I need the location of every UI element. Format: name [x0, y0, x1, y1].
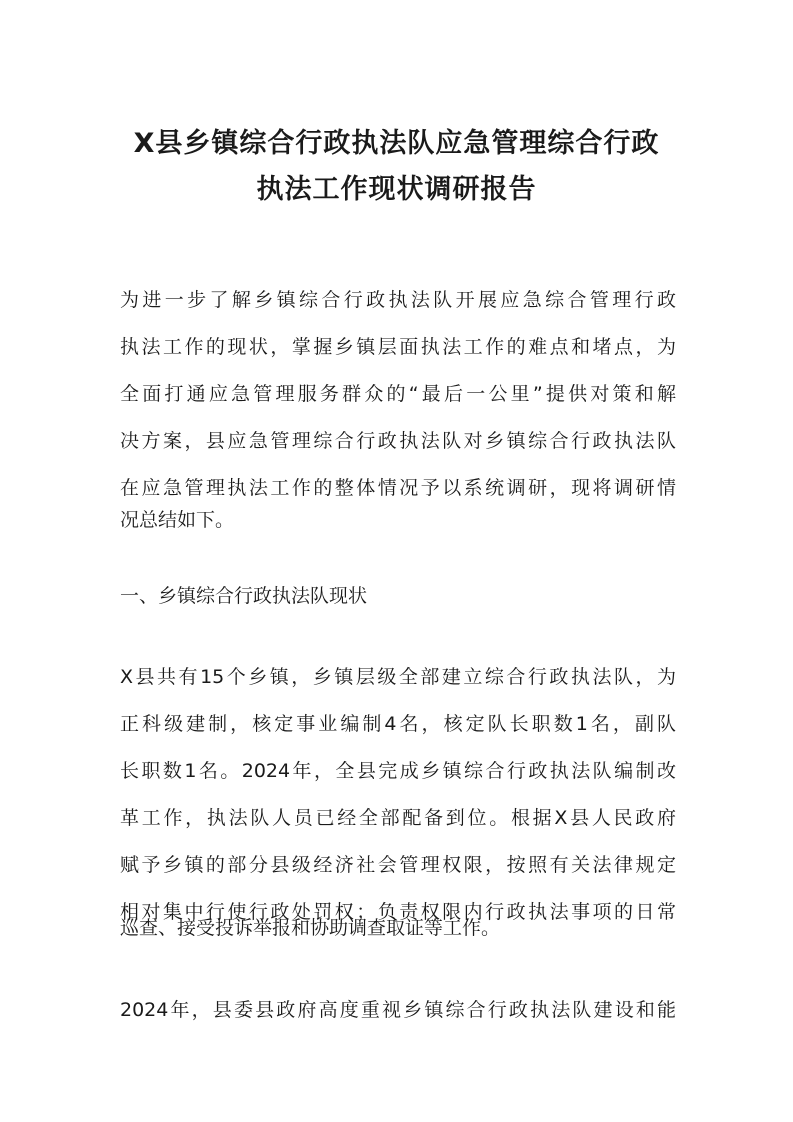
intro-line-1: 为进一步了解乡镇综合行政执法队开展应急综合管理行政 — [120, 289, 676, 311]
section-1-line-6: 相对集中行使行政处罚权；负责权限内行政执法事项的日常 — [120, 901, 676, 923]
section-1-line-3: 长职数1名。2024年，全县完成乡镇综合行政执法队编制改 — [120, 760, 676, 782]
document-title-line-1: X县乡镇综合行政执法队应急管理综合行政 — [133, 128, 660, 159]
intro-line-4: 决方案，县应急管理综合行政执法队对乡镇综合行政执法队 — [120, 430, 676, 452]
section-1-line-4: 革工作，执法队人员已经全部配备到位。根据X县人民政府 — [120, 807, 676, 829]
section-1-line-5: 赋予乡镇的部分县级经济社会管理权限，按照有关法律规定 — [120, 854, 676, 876]
intro-line-6: 况总结如下。 — [120, 509, 235, 531]
para-3-line-1: 2024年，县委县政府高度重视乡镇综合行政执法队建设和能 — [120, 999, 676, 1021]
section-1-line-1: X县共有15个乡镇，乡镇层级全部建立综合行政执法队，为 — [120, 666, 676, 688]
intro-line-2: 执法工作的现状，掌握乡镇层面执法工作的难点和堵点，为 — [120, 336, 676, 358]
section-1-heading: 一、乡镇综合行政执法队现状 — [120, 585, 368, 607]
intro-line-5: 在应急管理执法工作的整体情况予以系统调研，现将调研情 — [120, 477, 676, 499]
section-1-line-2: 正科级建制，核定事业编制4名，核定队长职数1名，副队 — [120, 713, 676, 735]
section-1-line-7: 巡查、接受投诉举报和协助调查取证等工作。 — [120, 917, 501, 939]
intro-line-3: 全面打通应急管理服务群众的“最后一公里”提供对策和解 — [120, 383, 676, 405]
document-title-line-2: 执法工作现状调研报告 — [256, 174, 537, 205]
